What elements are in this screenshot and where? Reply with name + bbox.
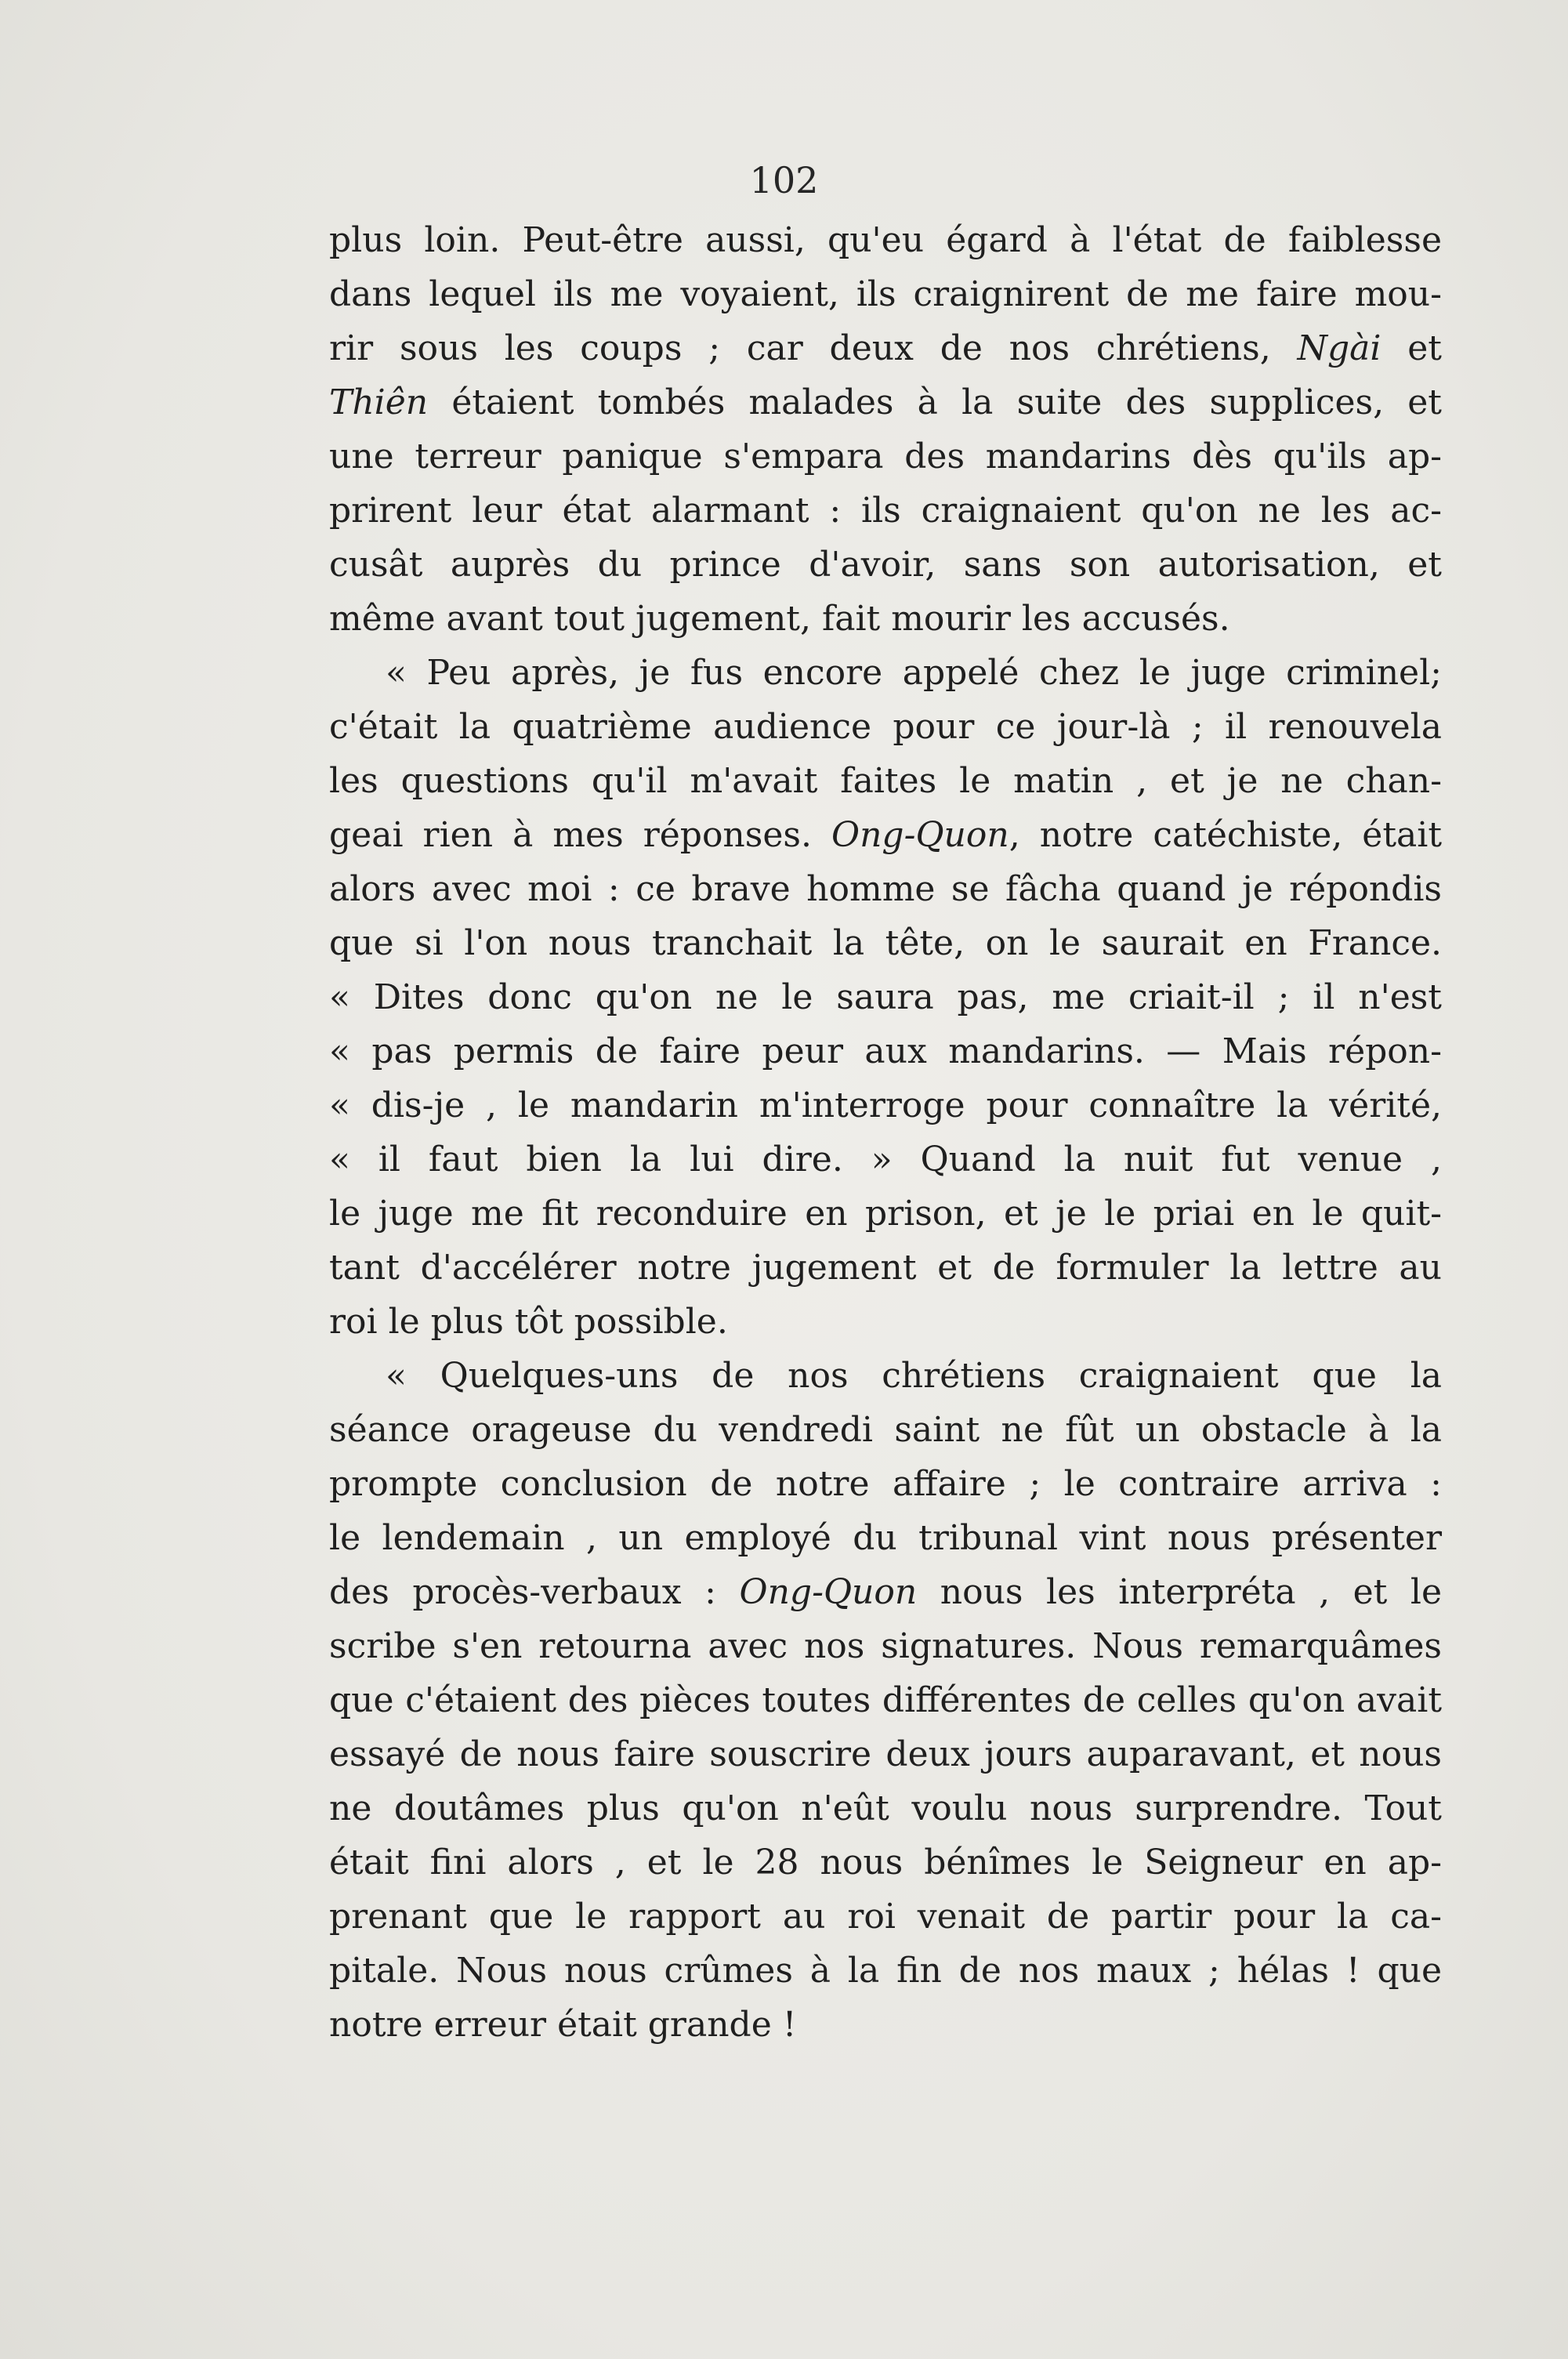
text-line-9: « Peu après, je fus encore appelé chez le juge criminel; [386, 653, 1442, 693]
name-ong-quon: Ong-Quon [831, 815, 1009, 855]
name-ngai: Ngài [1297, 328, 1382, 368]
text-line-27: scribe s'en retourna avec nos signatures. Nous remarquâmes [329, 1626, 1442, 1666]
text-line-17: « dis-je , le mandarin m'interroge pour connaître la vérité, [329, 1085, 1442, 1125]
text-line-15: « Dites donc qu'on ne le saura pas, me criait-il ; il n'est [329, 977, 1442, 1017]
text-line-2: dans lequel ils me voyaient, ils craignirent de me faire mou- [329, 274, 1442, 314]
text-line-14: que si l'on nous tranchait la tête, on le saurait en France. [329, 923, 1442, 963]
text-line-6: prirent leur état alarmant : ils craignaient qu'on ne les ac- [329, 491, 1442, 531]
text-line-16: « pas permis de faire peur aux mandarins. — Mais répon- [329, 1031, 1442, 1071]
text-line-33: pitale. Nous nous crûmes à la fin de nos maux ; hélas ! que [329, 1951, 1442, 1991]
text-line-31: était fini alors , et le 28 nous bénîmes le Seigneur en ap- [329, 1843, 1442, 1882]
text-line-20: tant d'accélérer notre jugement et de formuler la lettre au [329, 1248, 1442, 1288]
text-line-34: notre erreur était grande ! [329, 2005, 797, 2045]
text-line-19: le juge me fit reconduire en prison, et je le priai en le quit- [329, 1194, 1442, 1234]
text-line-22: « Quelques-uns de nos chrétiens craignaient que la [386, 1356, 1442, 1396]
page-number: 102 [749, 159, 819, 201]
text-line-26: des procès-verbaux : Ong-Quon nous les interpréta , et le [329, 1572, 1442, 1612]
text-line-18: « il faut bien la lui dire. » Quand la nuit fut venue , [329, 1140, 1442, 1180]
text-line-13: alors avec moi : ce brave homme se fâcha quand je répondis [329, 869, 1442, 909]
body-text [329, 213, 1442, 2052]
text-line-29: essayé de nous faire souscrire deux jours auparavant, et nous [329, 1734, 1442, 1774]
name-thien: Thiên [329, 382, 429, 422]
text-line-11: les questions qu'il m'avait faites le matin , et je ne chan- [329, 761, 1442, 801]
text-line-30: ne doutâmes plus qu'on n'eût voulu nous surprendre. Tout [329, 1788, 1442, 1828]
text-line-8: même avant tout jugement, fait mourir les accusés. [329, 599, 1230, 639]
text-line-10: c'était la quatrième audience pour ce jour-là ; il renouvela [329, 707, 1442, 747]
text-line-3: rir sous les coups ; car deux de nos chrétiens, Ngài et [329, 328, 1442, 368]
text-line-5: une terreur panique s'empara des mandarins dès qu'ils ap- [329, 437, 1442, 477]
text-line-23: séance orageuse du vendredi saint ne fût un obstacle à la [329, 1410, 1442, 1450]
text-line-28: que c'étaient des pièces toutes différentes de celles qu'on avait [329, 1680, 1442, 1720]
text-line-25: le lendemain , un employé du tribunal vint nous présenter [329, 1518, 1442, 1558]
text-line-7: cusât auprès du prince d'avoir, sans son autorisation, et [329, 545, 1442, 585]
text-line-24: prompte conclusion de notre affaire ; le contraire arriva : [329, 1464, 1442, 1504]
name-ong-quon-2: Ong-Quon [739, 1572, 918, 1612]
text-line-12: geai rien à mes réponses. Ong-Quon, notre catéchiste, était [329, 815, 1443, 855]
text-line-1: plus loin. Peut-être aussi, qu'eu égard à l'état de faiblesse [329, 220, 1442, 260]
text-line-32: prenant que le rapport au roi venait de partir pour la ca- [329, 1897, 1442, 1937]
text-line-21: roi le plus tôt possible. [329, 1302, 728, 1342]
text-line-4: Thiên étaient tombés malades à la suite des supplices, et [329, 382, 1442, 422]
